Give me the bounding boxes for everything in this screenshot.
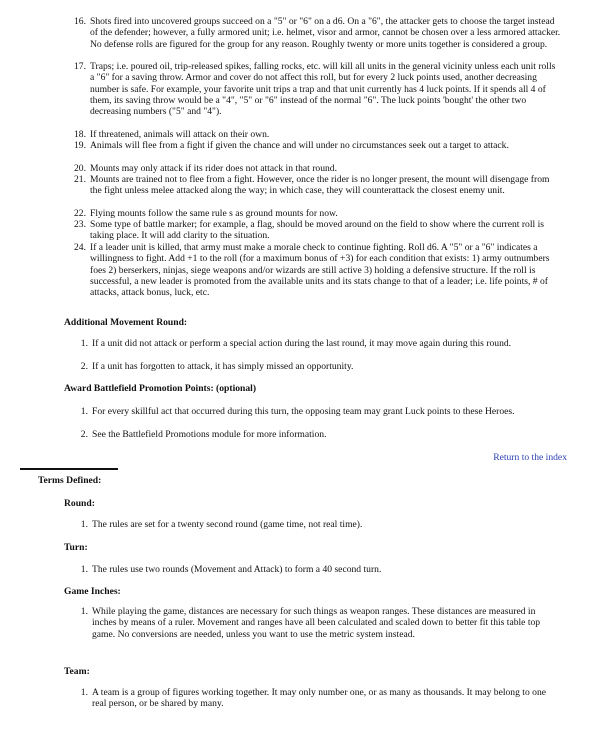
item-text: For every skillful act that occurred during this turn, the opposing team may grant Luck points to these Heroes. <box>92 406 515 417</box>
list-item <box>72 163 562 174</box>
item-number: 17. <box>74 61 86 72</box>
term-team-list <box>78 687 560 710</box>
item-text: If a unit has forgotten to attack, it has simply missed an opportunity. <box>92 361 354 372</box>
item-text: If a leader unit is killed, that army must make a morale check to continue fighting. Roll d6. A "5" or a "6" indicates a willingness to fight. Add +1 to the roll (for a maximum bonus of +3) for each condition that exists: 1) army outnumbers foes 2) berserkers, ninjas, siege weapons and/or wizards are still active 3) holding a defensive structure. If the roll is successful, a new leader is promoted from the available units and its stats change to that of a leader; i.e. life points, # of attacks, attack bonus, luck, etc. <box>90 242 550 299</box>
term-turn-list <box>78 564 560 575</box>
list-item <box>72 174 562 208</box>
item-text: The rules use two rounds (Movement and Attack) to form a 40 second turn. <box>92 564 382 575</box>
item-number: 1. <box>80 606 88 617</box>
battlefield-promotion-list <box>78 406 560 440</box>
item-text: See the Battlefield Promotions module for more information. <box>92 429 327 440</box>
item-number: 2. <box>80 361 88 372</box>
item-text: Animals will flee from a fight if given the chance and will under no circumstances seek out a target to attack. <box>90 140 509 151</box>
item-number: 18. <box>74 129 86 140</box>
item-number: 24. <box>74 242 86 253</box>
item-text: Flying mounts follow the same rule s as ground mounts for now. <box>90 208 338 219</box>
item-text: If threatened, animals will attack on their own. <box>90 129 270 140</box>
battlefield-promotion-heading: Award Battlefield Promotion Points: (optional) <box>64 383 257 394</box>
term-game-inches-heading: Game Inches: <box>64 586 121 597</box>
item-text: Mounts are trained not to flee from a fight. However, once the rider is no longer present, the mount will disengage from the fight unless melee attacked along the way; in which case, they will counterattack the closest enemy unit. <box>90 174 550 197</box>
item-number: 20. <box>74 163 86 174</box>
item-number: 2. <box>80 429 88 440</box>
list-item <box>72 129 562 140</box>
item-text: Traps; i.e. poured oil, trip-released spikes, falling rocks, etc. will kill all units in the general vicinity unless each unit rolls a "6" for a saving throw. Armor and cover do not affect this roll, but for every 2 luck points used, another decreasing number is safe. For example, your favorite unit trips a trap and that unit currently has 4 luck points. If it spends all 4 of them, its saving throw would be a "4", "5" or "6" instead of the normal "6". The luck points 'bought' the other two decreasing numbers ("5" and "4"). <box>90 61 556 118</box>
list-item <box>72 140 562 163</box>
list-item <box>72 61 562 129</box>
list-item <box>72 208 562 219</box>
term-round-list <box>78 519 560 530</box>
term-round-heading: Round: <box>64 498 95 509</box>
term-turn-heading: Turn: <box>64 542 88 553</box>
list-item <box>78 519 560 530</box>
rules-list <box>72 16 562 310</box>
item-text: A team is a group of figures working together. It may only number one, or as many as thousands. It may belong to one real person, or be shared by many. <box>92 687 547 710</box>
item-number: 1. <box>80 564 88 575</box>
item-text: If a unit did not attack or perform a special action during the last round, it may move again during this round. <box>92 338 512 349</box>
section-divider <box>20 468 118 470</box>
list-item <box>72 242 562 310</box>
item-number: 1. <box>80 519 88 530</box>
list-item <box>78 361 560 372</box>
item-text: Some type of battle marker; for example, a flag, should be moved around on the field to show where the current roll is taking place. It will add clarity to the situation. <box>90 219 544 242</box>
item-number: 21. <box>74 174 86 185</box>
additional-movement-list <box>78 338 560 372</box>
terms-defined-heading: Terms Defined: <box>38 475 102 486</box>
list-item <box>78 406 560 429</box>
list-item <box>78 429 560 440</box>
list-item <box>72 16 562 61</box>
item-number: 23. <box>74 219 86 230</box>
additional-movement-heading: Additional Movement Round: <box>64 317 188 328</box>
item-text: Shots fired into uncovered groups succeed on a "5" or "6" on a d6. On a "6", the attacker gets to choose the target instead of the defender; however, a fully armored unit; i.e. helmet, visor and armor, cannot be chosen over a less armored attacker. No defense rolls are figured for the group for any reason. Roughly twenty or more units together is considered a group. <box>90 16 561 50</box>
return-to-index-link[interactable]: Return to the index <box>493 452 567 463</box>
item-text: While playing the game, distances are necessary for such things as weapon ranges. These distances are measured in inches by means of a ruler. Movement and ranges have all been calculated and scaled down to better fit this table top game. No conversions are needed, unless you want to use the metric system instead. <box>92 606 541 640</box>
list-item <box>78 606 560 640</box>
list-item <box>78 687 560 710</box>
item-text: The rules are set for a twenty second round (game time, not real time). <box>92 519 363 530</box>
term-team-heading: Team: <box>64 666 90 677</box>
item-text: Mounts may only attack if its rider does not attack in that round. <box>90 163 337 174</box>
list-item <box>72 219 562 242</box>
term-game-inches-list <box>78 606 560 640</box>
list-item <box>78 564 560 575</box>
item-number: 19. <box>74 140 86 151</box>
item-number: 1. <box>80 406 88 417</box>
item-number: 1. <box>80 338 88 349</box>
list-item <box>78 338 560 361</box>
item-number: 22. <box>74 208 86 219</box>
item-number: 16. <box>74 16 86 27</box>
item-number: 1. <box>80 687 88 698</box>
